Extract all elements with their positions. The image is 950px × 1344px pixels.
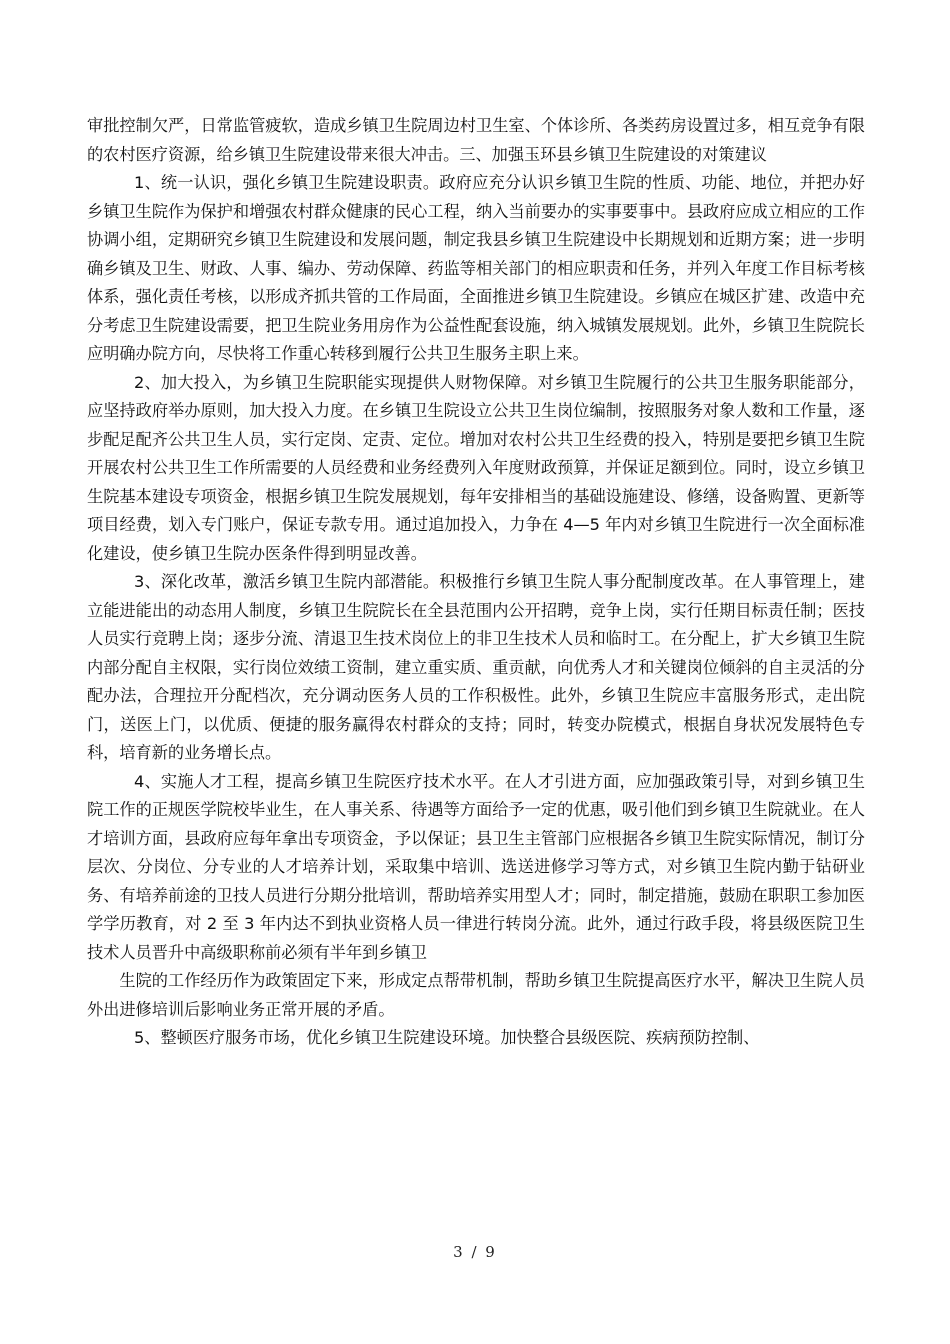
paragraph-item-5: 5、整顿医疗服务市场，优化乡镇卫生院建设环境。加快整合县级医院、疾病预防控制、 xyxy=(133,1028,760,1047)
paragraph-intro: 审批控制欠严，日常监管疲软，造成乡镇卫生院周边村卫生室、个体诊所、各类药房设置过多，相互竞争有限的农村医疗资源，给乡镇卫生院建设带来很大冲击。三、加强玉环县乡镇卫生院建设的对策建议 xyxy=(87,116,865,164)
paragraph-item-2: 2、加大投入，为乡镇卫生院职能实现提供人财物保障。对乡镇卫生院履行的公共卫生服务职能部分，应坚持政府举办原则，加大投入力度。在乡镇卫生院设立公共卫生岗位编制，按照服务对象人数和工作量，逐步配足配齐公共卫生人员，实行定岗、定责、定位。增加对农村公共卫生经费的投入，特别是要把乡镇卫生院开展农村公共卫生工作所需要的人员经费和业务经费列入年度财政预算，并保证足额到位。同时，设立乡镇卫生院基本建设专项资金，根据乡镇卫生院发展规划，每年安排相当的基础设施建设、修缮，设备购置、更新等项目经费，划入专门账户，保证专款专用。通过追加投入，力争在 4—5 年内对乡镇卫生院进行一次全面标准化建设，使乡镇卫生院办医条件得到明显改善。 xyxy=(87,372,865,563)
paragraph-item-1: 1、统一认识，强化乡镇卫生院建设职责。政府应充分认识乡镇卫生院的性质、功能、地位，并把办好乡镇卫生院作为保护和增强农村群众健康的民心工程，纳入当前要办的实事要事中。县政府应成立相应的工作协调小组，定期研究乡镇卫生院建设和发展问题，制定我县乡镇卫生院建设中长期规划和近期方案；进一步明确乡镇及卫生、财政、人事、编办、劳动保障、药监等相关部门的相应职责和任务，并列入年度工作目标考核体系，强化责任考核，以形成齐抓共管的工作局面，全面推进乡镇卫生院建设。乡镇应在城区扩建、改造中充分考虑卫生院建设需要，把卫生院业务用房作为公益性配套设施，纳入城镇发展规划。此外，乡镇卫生院院长应明确办院方向，尽快将工作重心转移到履行公共卫生服务主职上来。 xyxy=(87,173,865,363)
page-number: 3 / 9 xyxy=(453,1243,497,1261)
paragraph-item-4: 4、实施人才工程，提高乡镇卫生院医疗技术水平。在人才引进方面，应加强政策引导，对到乡镇卫生院工作的正规医学院校毕业生，在人事关系、待遇等方面给予一定的优惠，吸引他们到乡镇卫生院就业。在人才培训方面，县政府应每年拿出专项资金，予以保证；县卫生主管部门应根据各乡镇卫生院实际情况，制订分层次、分岗位、分专业的人才培养计划，采取集中培训、选送进修学习等方式，对乡镇卫生院内勤于钻研业务、有培养前途的卫技人员进行分期分批培训，帮助培养实用型人才；同时，制定措施，鼓励在职职工参加医学学历教育，对 2 至 3 年内达不到执业资格人员一律进行转岗分流。此外，通过行政手段，将县级医院卫生技术人员晋升中高级职称前必须有半年到乡镇卫 xyxy=(87,771,865,962)
paragraph-continuation: 生院的工作经历作为政策固定下来，形成定点帮带机制，帮助乡镇卫生院提高医疗水平，解决卫生院人员外出进修培训后影响业务正常开展的矛盾。 xyxy=(87,971,865,1019)
document-body xyxy=(87,112,865,1053)
paragraph-item-3: 3、深化改革，激活乡镇卫生院内部潜能。积极推行乡镇卫生院人事分配制度改革。在人事管理上，建立能进能出的动态用人制度，乡镇卫生院院长在全县范围内公开招聘，竞争上岗，实行任期目标责任制；医技人员实行竞聘上岗；逐步分流、清退卫生技术岗位上的非卫生技术人员和临时工。在分配上，扩大乡镇卫生院内部分配自主权限，实行岗位效绩工资制，建立重实质、重贡献，向优秀人才和关键岗位倾斜的自主灵活的分配办法，合理拉开分配档次，充分调动医务人员的工作积极性。此外，乡镇卫生院应丰富服务形式，走出院门，送医上门，以优质、便捷的服务赢得农村群众的支持；同时，转变办院模式，根据自身状况发展特色专科，培育新的业务增长点。 xyxy=(87,572,865,762)
